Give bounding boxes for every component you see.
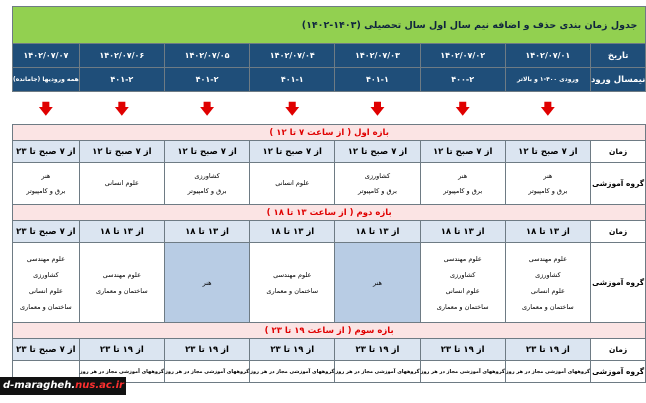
time-cell: از ۱۹ تا ۲۳ bbox=[420, 339, 505, 361]
time-cell: از ۱۹ تا ۲۳ bbox=[505, 339, 590, 361]
time-cell: از ۱۹ تا ۲۳ bbox=[79, 339, 164, 361]
time-label: زمان bbox=[590, 141, 645, 163]
group-item: کشاورزی bbox=[535, 270, 561, 279]
time-cell: از ۱۳ تا ۱۸ bbox=[505, 221, 590, 243]
group-item: کشاورزی bbox=[449, 270, 476, 279]
time-cell: از ۱۹ تا ۲۳ bbox=[335, 339, 420, 361]
group-cell bbox=[164, 163, 249, 205]
group-cell: گروههای آموزشی مجاز در هر روز bbox=[164, 361, 249, 383]
group-cell: گروههای آموزشی مجاز در هر روز bbox=[79, 361, 164, 383]
section-3-title: بازه سوم ( از ساعت ۱۹ تا ۲۳ ) bbox=[13, 323, 646, 339]
group-cell bbox=[335, 243, 420, 323]
group-cell: گروههای آموزشی مجاز در هر روز bbox=[335, 361, 420, 383]
group-cell: گروههای آموزشی مجاز در هر روز bbox=[420, 361, 505, 383]
time-label: زمان bbox=[590, 221, 645, 243]
time-cell: از ۷ صبح تا ۲۳ bbox=[13, 339, 80, 361]
date-cell: ۱۴۰۲/۰۷/۰۵ bbox=[164, 44, 249, 68]
group-item: علوم مهندسی bbox=[528, 254, 567, 263]
group-item: ساختمان و معماری bbox=[436, 302, 489, 311]
entry-cell: همه ورودیها (جامانده) bbox=[13, 68, 80, 92]
group-item: کشاورزی bbox=[33, 270, 59, 279]
group-item: کشاورزی bbox=[364, 171, 391, 180]
entry-cell: ۴۰۰-۲ bbox=[420, 68, 505, 92]
table-title: جدول زمان بندی حذف و اضافه نیم سال اول سال تحصیلی (۱۴۰۳-۱۴۰۲) bbox=[13, 7, 646, 44]
group-cell bbox=[250, 163, 335, 205]
entry-cell: ورودی ۴۰۰-۱ و بالاتر bbox=[505, 68, 590, 92]
group-item: ساختمان و معماری bbox=[95, 286, 148, 295]
group-item: برق و کامپیوتر bbox=[443, 186, 483, 195]
group-item: علوم انسانی bbox=[275, 179, 310, 187]
entry-cell: ۴۰۱-۲ bbox=[164, 68, 249, 92]
down-arrow-icon: 🡇 bbox=[284, 99, 300, 118]
arrow-spacer bbox=[590, 92, 645, 125]
date-cell: ۱۴۰۲/۰۷/۰۴ bbox=[250, 44, 335, 68]
group-item: هنر bbox=[41, 171, 51, 180]
down-arrow-icon: 🡇 bbox=[38, 99, 54, 118]
group-item: علوم انسانی bbox=[445, 286, 480, 295]
date-cell: ۱۴۰۲/۰۷/۰۱ bbox=[505, 44, 590, 68]
schedule-table bbox=[12, 6, 646, 383]
entry-label: نیمسال ورود bbox=[590, 68, 645, 92]
group-cell: گروههای آموزشی مجاز در هر روز bbox=[250, 361, 335, 383]
date-cell: ۱۴۰۲/۰۷/۰۶ bbox=[79, 44, 164, 68]
group-cell bbox=[13, 163, 80, 205]
group-item: برق و کامپیوتر bbox=[187, 186, 227, 195]
time-label: زمان bbox=[590, 339, 645, 361]
group-item: علوم انسانی bbox=[104, 179, 139, 187]
time-cell: از ۷ صبح تا ۲۳ bbox=[13, 141, 80, 163]
entry-cell: ۴۰۱-۲ bbox=[79, 68, 164, 92]
time-cell: از ۱۳ تا ۱۸ bbox=[79, 221, 164, 243]
group-cell bbox=[164, 243, 249, 323]
group-item: برق و کامپیوتر bbox=[357, 186, 397, 195]
group-item: علوم مهندسی bbox=[26, 254, 65, 263]
group-item: هنر bbox=[543, 171, 553, 180]
entry-cell: ۴۰۱-۱ bbox=[335, 68, 420, 92]
section-2-title: بازه دوم ( از ساعت ۱۳ تا ۱۸ ) bbox=[13, 205, 646, 221]
time-cell: از ۷ صبح تا ۱۲ bbox=[79, 141, 164, 163]
group-item: کشاورزی bbox=[194, 171, 220, 180]
time-cell: از ۷ صبح تا ۱۲ bbox=[420, 141, 505, 163]
date-cell: ۱۴۰۲/۰۷/۰۷ bbox=[13, 44, 80, 68]
group-item: علوم مهندسی bbox=[102, 270, 141, 279]
group-cell bbox=[505, 163, 590, 205]
group-cell: گروههای آموزشی مجاز در هر روز bbox=[505, 361, 590, 383]
site-watermark bbox=[0, 377, 126, 395]
group-item: هنر bbox=[202, 278, 212, 287]
section-1-title: بازه اول ( از ساعت ۷ تا ۱۲ ) bbox=[13, 125, 646, 141]
date-label: تاریخ bbox=[590, 44, 645, 68]
group-item: علوم مهندسی bbox=[443, 254, 482, 263]
time-cell: از ۱۳ تا ۱۸ bbox=[250, 221, 335, 243]
group-item: هنر bbox=[458, 171, 468, 180]
time-cell: از ۷ صبح تا ۲۳ bbox=[13, 221, 80, 243]
group-cell bbox=[505, 243, 590, 323]
down-arrow-icon: 🡇 bbox=[114, 99, 130, 118]
group-item: برق و کامپیوتر bbox=[528, 186, 568, 195]
group-label: گروه آموزشی bbox=[590, 243, 645, 323]
group-cell bbox=[250, 243, 335, 323]
group-item: هنر bbox=[372, 278, 382, 287]
down-arrow-icon: 🡇 bbox=[540, 99, 556, 118]
date-cell: ۱۴۰۲/۰۷/۰۲ bbox=[420, 44, 505, 68]
group-cell bbox=[420, 243, 505, 323]
time-cell: از ۱۳ تا ۱۸ bbox=[164, 221, 249, 243]
group-cell bbox=[420, 163, 505, 205]
group-cell bbox=[79, 163, 164, 205]
group-item: برق و کامپیوتر bbox=[26, 186, 66, 195]
group-item: ساختمان و معماری bbox=[19, 302, 72, 311]
group-item: ساختمان و معماری bbox=[521, 302, 574, 311]
group-cell bbox=[79, 243, 164, 323]
entry-cell: ۴۰۱-۱ bbox=[250, 68, 335, 92]
group-label: گروه آموزشی bbox=[590, 163, 645, 205]
down-arrow-icon: 🡇 bbox=[369, 99, 386, 118]
group-cell bbox=[13, 243, 80, 323]
time-cell: از ۱۳ تا ۱۸ bbox=[420, 221, 505, 243]
time-cell: از ۱۳ تا ۱۸ bbox=[335, 221, 420, 243]
time-cell: از ۱۹ تا ۲۳ bbox=[250, 339, 335, 361]
watermark-highlight: nus.ac.ir bbox=[75, 380, 124, 391]
down-arrow-icon: 🡇 bbox=[454, 99, 471, 118]
time-cell: از ۱۹ تا ۲۳ bbox=[164, 339, 249, 361]
group-item: علوم انسانی bbox=[28, 286, 63, 295]
time-cell: از ۷ صبح تا ۱۲ bbox=[335, 141, 420, 163]
date-cell: ۱۴۰۲/۰۷/۰۳ bbox=[335, 44, 420, 68]
time-cell: از ۷ صبح تا ۱۲ bbox=[164, 141, 249, 163]
time-cell: از ۷ صبح تا ۱۲ bbox=[505, 141, 590, 163]
group-label: گروه آموزشی bbox=[590, 361, 645, 383]
time-cell: از ۷ صبح تا ۱۲ bbox=[250, 141, 335, 163]
group-item: علوم انسانی bbox=[530, 286, 565, 295]
group-cell bbox=[335, 163, 420, 205]
group-item: علوم مهندسی bbox=[273, 270, 312, 279]
down-arrow-icon: 🡇 bbox=[199, 99, 215, 118]
watermark-prefix: d-maragheh. bbox=[3, 380, 76, 391]
group-item: ساختمان و معماری bbox=[266, 286, 319, 295]
